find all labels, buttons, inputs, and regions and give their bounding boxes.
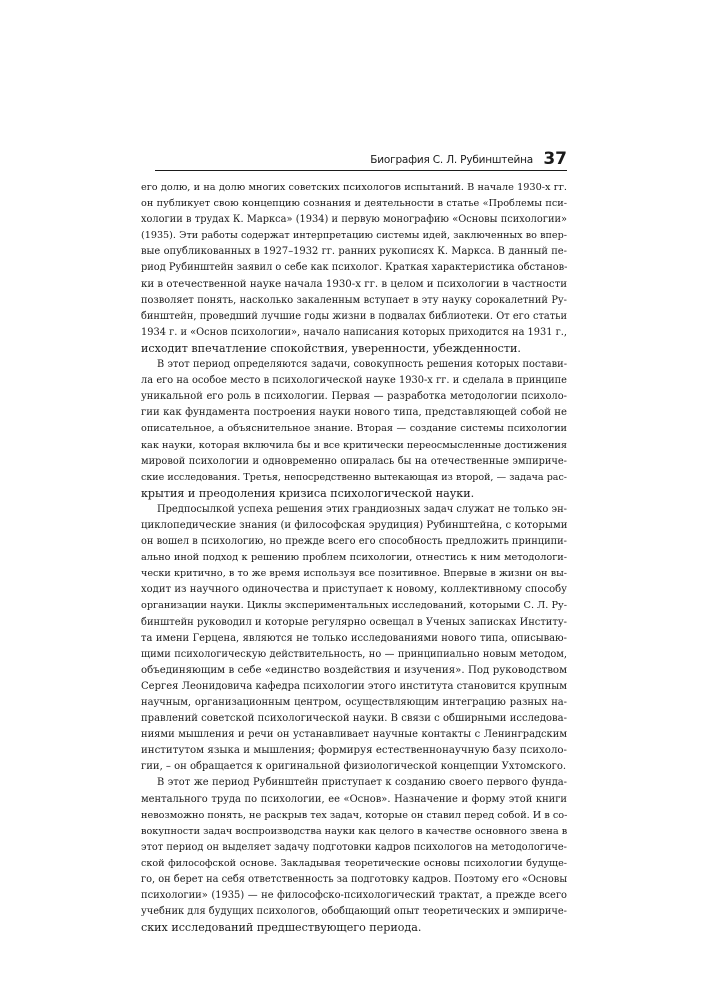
text-line: гии как фундамента построения науки нового типа, представляющей собой не <box>141 407 567 419</box>
page-number: 37 <box>543 149 567 169</box>
text-line: ки в отечественной науке начала 1930-х гг. в целом и психологии в частности <box>141 278 567 290</box>
text-line: ла его на особое место в психологической науке 1930-х гг. и сделала в принципе <box>141 375 567 387</box>
text-line: исходит впечатление спокойствия, уверенности, убежденности. <box>141 341 521 355</box>
text-line: ских исследований предшествующего периода. <box>141 921 422 935</box>
text-line: организации науки. Циклы экспериментальных исследований, которыми С. Л. Ру- <box>141 600 567 612</box>
text-line: уникальной его роль в психологии. Первая — разработка методологии психоло- <box>141 391 567 403</box>
text-line: этот период он выделяет задачу подготовки кадров психологов на методологиче- <box>141 841 567 853</box>
text-line: крытия и преодоления кризиса психологической науки. <box>141 486 475 500</box>
text-line: научным, организационным центром, осуществляющим интеграцию разных на- <box>141 697 567 708</box>
text-line: го, он берет на себя ответственность за подготовку кадров. Поэтому его «Основы <box>141 874 567 886</box>
text-line: правлений советской психологической науки. В связи с обширными исследова- <box>141 713 567 725</box>
text-line: Сергея Леонидовича кафедра психологии этого института становится крупным <box>141 680 567 692</box>
text-line: вые опубликованных в 1927–1932 гг. ранних рукописях К. Маркса. В данный пе- <box>141 246 567 258</box>
text-line: риод Рубинштейн заявил о себе как психолог. Краткая характеристика обстанов- <box>141 262 567 274</box>
text-line: та имени Герцена, являются не только исследованиями нового типа, описываю- <box>141 632 567 644</box>
text-line: институтом языка и мышления; формируя естественнонаучную базу психоло- <box>141 745 567 757</box>
paragraph-first-line: Предпосылкой успеха решения этих грандиозных задач служат не только эн- <box>157 503 567 515</box>
paragraph-first-line: В этот период определяются задачи, совокупность решения которых постави- <box>157 359 567 371</box>
text-line: он вошел в психологию, но прежде всего его способность предложить принципи- <box>141 536 567 548</box>
text-line: бинштейн руководил и которые регулярно освещал в Ученых записках Институ- <box>141 616 567 628</box>
text-line: мировой психологии и одновременно опиралась бы на отечественные эмпириче- <box>141 455 567 467</box>
text-line: позволяет понять, насколько закаленным вступает в эту науку сорокалетний Ру- <box>141 294 567 306</box>
text-line: щими психологическую действительность, но — принципиально новым методом, <box>141 648 567 660</box>
text-line: вокупности задач воспроизводства науки как целого в качестве основного звена в <box>141 825 567 837</box>
text-line: (1935). Эти работы содержат интерпретацию системы идей, заключенных во впер- <box>141 230 567 242</box>
text-line: учебник для будущих психологов, обобщающий опыт теоретических и эмпириче- <box>141 906 567 918</box>
text-line: ской философской основе. Закладывая теоретические основы психологии будуще- <box>141 857 567 869</box>
text-line: бинштейн, проведший лучшие годы жизни в подвалах библиотеки. От его статьи <box>141 310 567 322</box>
running-header <box>155 149 567 171</box>
text-line: ниями мышления и речи он устанавливает научные контакты с Ленинградским <box>141 729 567 741</box>
text-line: он публикует свою концепцию сознания и деятельности в статье «Проблемы пси- <box>141 198 567 210</box>
text-line: ские исследования. Третья, непосредственно вытекающая из второй, — задача рас- <box>141 471 567 483</box>
text-line: описательное, а объяснительное знание. Вторая — создание системы психологии <box>141 423 567 435</box>
running-title: Биография С. Л. Рубинштейна <box>370 154 533 166</box>
paragraph-first-line: В этот же период Рубинштейн приступает к созданию своего первого фунда- <box>157 777 567 789</box>
text-line: как науки, которая включила бы и все критически переосмысленные достижения <box>141 439 567 451</box>
text-line: хологии в трудах К. Маркса» (1934) и первую монографию «Основы психологии» <box>141 214 567 226</box>
text-line: ально иной подход к решению проблем психологии, отнестись к ним методологи- <box>141 552 567 564</box>
text-line: ментального труда по психологии, ее «Основ». Назначение и форму этой книги <box>141 793 567 805</box>
body-text <box>141 180 567 936</box>
text-line: гии, – он обращается к оригинальной физиологической концепции Ухтомского. <box>141 761 567 773</box>
text-line: 1934 г. и «Основ психологии», начало написания которых приходится на 1931 г., <box>141 326 567 338</box>
text-line: чески критично, в то же время используя все позитивное. Впервые в жизни он вы- <box>141 568 567 580</box>
text-line: психологии» (1935) — не философско-психологический трактат, а прежде всего <box>141 890 567 902</box>
text-line: ходит из научного одиночества и приступает к новому, коллективному способу <box>141 584 567 596</box>
text-line: его долю, и на долю многих советских психологов испытаний. В начале 1930-х гг. <box>141 182 567 193</box>
text-line: невозможно понять, не раскрыв тех задач, которые он ставил перед собой. И в со- <box>141 809 567 821</box>
text-line: объединяющим в себе «единство воздействия и изучения». Под руководством <box>141 664 567 676</box>
text-line: циклопедические знания (и философская эрудиция) Рубинштейна, с которыми <box>141 519 567 531</box>
